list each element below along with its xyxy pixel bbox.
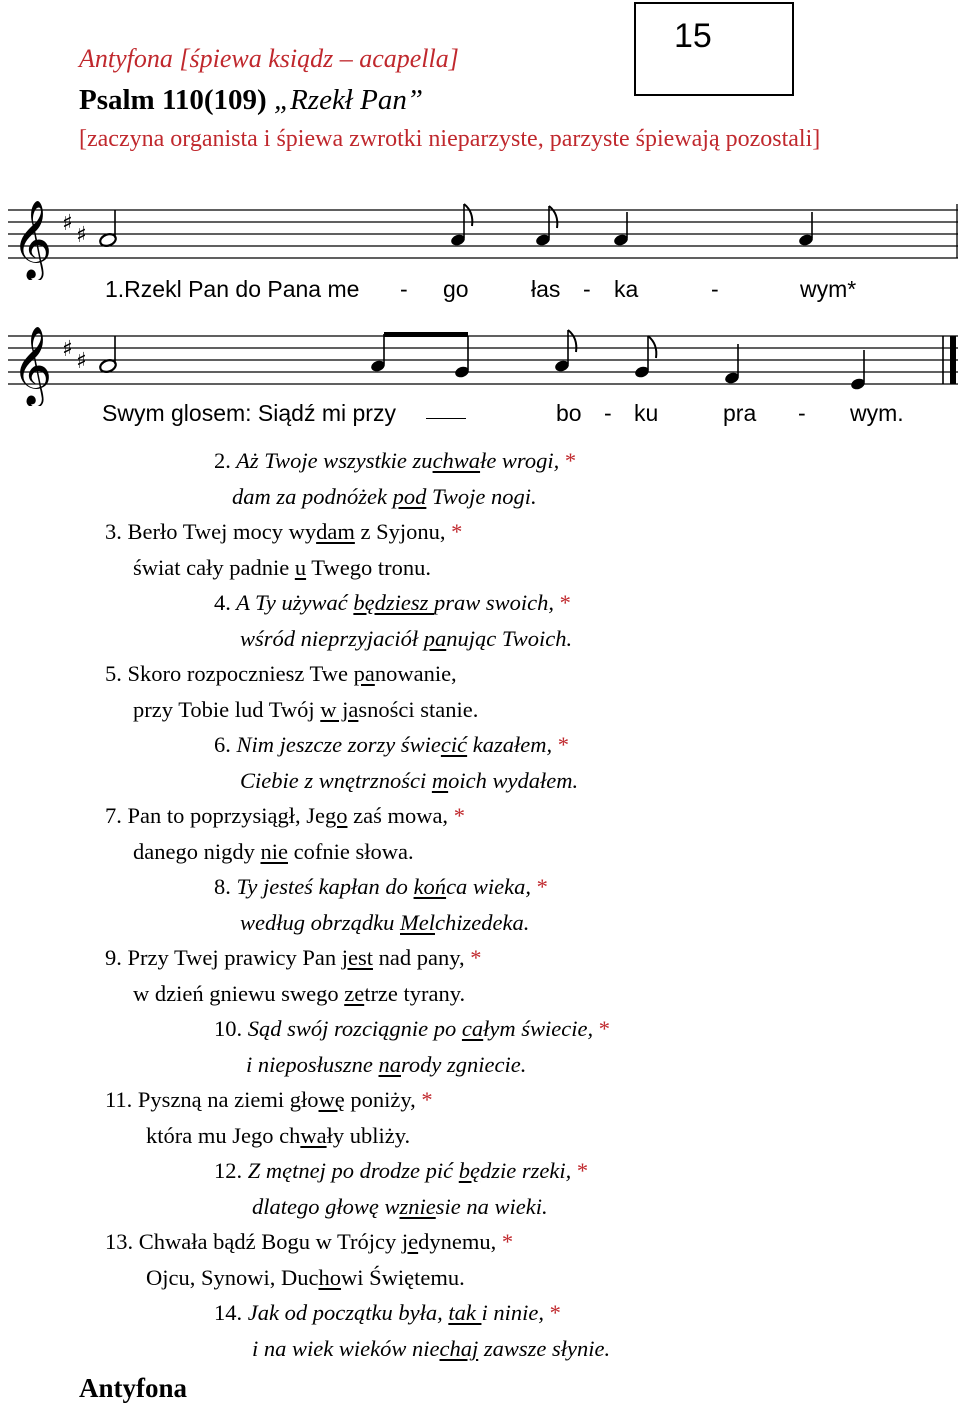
accent-syllable: bę (458, 1158, 481, 1183)
verse-text: ca wieka, (446, 874, 537, 899)
verse-text: danego nigdy (133, 839, 261, 864)
accent-syllable: w ja (320, 697, 359, 722)
asterisk-mark: * (470, 945, 482, 970)
verse-number: 14. (214, 1300, 243, 1325)
asterisk-mark: * (421, 1087, 433, 1112)
verse-v12-line-1 (214, 1158, 588, 1184)
verse-v9-line-2 (133, 981, 465, 1007)
antiphon-instruction: Antyfona [śpiewa ksiądz – acapella] (79, 44, 459, 73)
verse-number: 10. (214, 1016, 243, 1041)
verse-v14-line-1 (214, 1300, 561, 1326)
verse-v8-line-2 (240, 910, 529, 936)
accent-syllable: ca (461, 1016, 484, 1041)
verse-text: która mu Jego ch (146, 1123, 301, 1148)
verse-v2-line-2 (232, 484, 537, 510)
verse-text: wśród nieprzyjaciół (240, 626, 424, 651)
lyric-line-1 (105, 276, 359, 303)
sharp-icon: ♯ (76, 349, 87, 374)
verse-v4-line-1 (214, 590, 571, 616)
lyric-syllable: Swym glosem: Siądź mi przy (102, 400, 396, 426)
accent-syllable: m (431, 768, 449, 793)
verse-text: Twoje nogi. (426, 484, 537, 509)
verse-text: Berło Twej mocy wy (127, 519, 317, 544)
asterisk-mark: * (564, 448, 577, 473)
lyric-syllable: ka (614, 276, 639, 302)
verse-text: według obrządku (240, 910, 400, 935)
page-number-box (634, 2, 794, 96)
accent-syllable: tak (448, 1300, 482, 1325)
verse-v6-line-1 (214, 732, 569, 758)
verse-v5-line-1 (105, 661, 457, 687)
verse-text: cofnie słowa. (287, 839, 414, 864)
verse-text: zaś mowa, (347, 803, 454, 828)
verse-text: Ty jesteś kapłan do (236, 874, 414, 899)
verse-text: Pan to poprzysiągł, Je (127, 803, 325, 828)
lyric-syllable: ku (634, 400, 659, 426)
verse-number: 13. (105, 1229, 134, 1254)
verse-v11-line-2 (146, 1123, 410, 1149)
sharp-icon: ♯ (76, 223, 87, 248)
verse-text: A Ty używać (236, 590, 354, 615)
extender-line (426, 418, 466, 419)
verse-text: świat cały padnie (133, 555, 295, 580)
verse-text: łym świecie, (483, 1016, 599, 1041)
verse-v7-line-2 (133, 839, 414, 865)
verse-text: zawsze słynie. (478, 1336, 611, 1361)
accent-syllable: wę (318, 1087, 345, 1112)
verse-number: 9. (105, 945, 122, 970)
verse-v6-line-2 (240, 768, 578, 794)
verse-text: Pyszną na ziemi gło (137, 1087, 319, 1112)
verse-v10-line-2 (246, 1052, 526, 1078)
accent-syllable: będziesz (353, 590, 434, 615)
verse-text: Jak od początku była, (247, 1300, 449, 1325)
lyric-syllable: - (798, 400, 806, 426)
verse-v12-line-2 (252, 1194, 548, 1220)
verse-text: i na wiek wieków nie (252, 1336, 440, 1361)
verse-text: Z mętnej po drodze pić (247, 1158, 459, 1183)
verse-number: 8. (214, 874, 231, 899)
verse-v9-line-1 (105, 945, 481, 971)
verse-text: nad pany, (372, 945, 471, 970)
verse-text: wi Świętemu. (341, 1265, 465, 1290)
verse-text: praw swoich, (434, 590, 560, 615)
verse-text: poniży, (344, 1087, 422, 1112)
lyric-syllable: wym* (800, 276, 857, 302)
page-number: 15 (674, 17, 712, 55)
verse-text: łe wrogi, (480, 448, 565, 473)
verse-text: przy Tobie lud Twój (133, 697, 321, 722)
music-staff-1 (0, 190, 960, 280)
verse-v13-line-1 (105, 1229, 513, 1255)
singing-instruction: [zaczyna organista i śpiewa zwrotki nieparzyste, parzyste śpiewają pozostali] (79, 126, 821, 152)
verse-text: rody zgniecie. (401, 1052, 527, 1077)
closing-antiphon: Antyfona (79, 1373, 188, 1403)
lyric-syllable: go (443, 276, 469, 302)
verse-v8-line-1 (214, 874, 548, 900)
verse-text: sie na wieki. (435, 1194, 548, 1219)
verse-text: chizedeka. (434, 910, 530, 935)
verse-v11-line-1 (105, 1087, 433, 1113)
verse-v13-line-2 (146, 1265, 465, 1291)
verse-number: 12. (214, 1158, 243, 1183)
lyric-syllable: 1.Rzekl Pan do Pana me (105, 276, 360, 302)
verse-text: Twego tronu. (306, 555, 431, 580)
verse-text: Nim jeszcze zorzy świe (236, 732, 441, 757)
lyric-syllable: łas (531, 276, 561, 302)
lyric-syllable: - (400, 276, 408, 302)
lyric-syllable: pra (723, 400, 757, 426)
asterisk-mark: * (559, 590, 571, 615)
verse-v5-line-2 (133, 697, 478, 723)
verse-number: 6. (214, 732, 231, 757)
psalm-title (79, 84, 423, 117)
verse-v3-line-2 (133, 555, 431, 581)
treble-clef-icon: 𝄞 (12, 200, 53, 279)
lyric-syllable: bo (556, 400, 582, 426)
treble-clef-icon: 𝄞 (12, 326, 53, 405)
verse-text: Ciebie z wnętrzności (240, 768, 432, 793)
accent-syllable: ho (318, 1265, 341, 1290)
accent-syllable: koń (413, 874, 447, 899)
verse-text: Przy Twej prawicy Pan (127, 945, 342, 970)
accent-syllable: wa (300, 1123, 327, 1148)
verse-text: oich wydałem. (448, 768, 579, 793)
verse-text: kazałem, (467, 732, 558, 757)
lyric-syllable: wym. (850, 400, 904, 426)
lyric-syllable: - (583, 276, 591, 302)
asterisk-mark: * (598, 1016, 611, 1041)
verse-v10-line-1 (214, 1016, 610, 1042)
verse-text: nując Twoich. (446, 626, 573, 651)
psalm-number: Psalm 110(109) (79, 84, 274, 116)
accent-syllable: chaj (439, 1336, 479, 1361)
verse-text: Chwała bądź Bogu w Trójcy (138, 1229, 402, 1254)
accent-syllable: nie (260, 839, 288, 864)
asterisk-mark: * (453, 803, 465, 828)
verse-text: dynemu, (418, 1229, 502, 1254)
verse-number: 11. (105, 1087, 133, 1112)
accent-syllable: go (324, 803, 348, 828)
sharp-icon: ♯ (62, 337, 73, 362)
verse-number: 3. (105, 519, 122, 544)
asterisk-mark: * (576, 1158, 589, 1183)
verse-text: dam za podnóżek (232, 484, 393, 509)
asterisk-mark: * (451, 519, 463, 544)
verse-v3-line-1 (105, 519, 462, 545)
accent-syllable: pod (392, 484, 427, 509)
lyric-syllable: - (604, 400, 612, 426)
verse-text: Skoro rozpoczniesz Twe (127, 661, 354, 686)
verse-v14-line-2 (252, 1336, 610, 1362)
verse-text: dlatego głowę w (252, 1194, 400, 1219)
accent-syllable: znie (399, 1194, 436, 1219)
verse-text: Sąd swój rozciągnie po (247, 1016, 462, 1041)
accent-syllable: ze (344, 981, 365, 1006)
verse-text: z Syjonu, (354, 519, 452, 544)
verse-text: Aż Twoje wszystkie zu (236, 448, 433, 473)
verse-number: 5. (105, 661, 122, 686)
verse-text: sności stanie. (358, 697, 479, 722)
verse-v7-line-1 (105, 803, 465, 829)
sharp-icon: ♯ (62, 211, 73, 236)
accent-syllable: pa (353, 661, 375, 686)
accent-syllable: Mel (400, 910, 435, 935)
lyric-syllable: - (711, 276, 719, 302)
verse-number: 2. (214, 448, 231, 473)
asterisk-mark: * (549, 1300, 561, 1325)
accent-syllable: chwa (432, 448, 481, 473)
verse-text: trze tyrany. (364, 981, 466, 1006)
verse-text: i nieposłuszne (246, 1052, 379, 1077)
music-staff-2 (0, 316, 960, 406)
accent-syllable: pa (423, 626, 447, 651)
accent-syllable: u (294, 555, 307, 580)
accent-syllable: na (378, 1052, 401, 1077)
accent-syllable: dam (316, 519, 355, 544)
verse-v4-line-2 (240, 626, 572, 652)
psalm-name: „Rzekł Pan” (273, 84, 423, 116)
verse-number: 4. (214, 590, 231, 615)
verse-v2-line-1 (214, 448, 576, 474)
asterisk-mark: * (557, 732, 569, 757)
verse-number: 7. (105, 803, 122, 828)
accent-syllable: jest (341, 945, 373, 970)
asterisk-mark: * (501, 1229, 514, 1254)
verse-text: i ninie, (481, 1300, 550, 1325)
verse-text: w dzień gniewu swego (133, 981, 345, 1006)
verse-text: ły ubliży. (326, 1123, 411, 1148)
verse-text: nowanie, (374, 661, 457, 686)
accent-syllable: cić (440, 732, 468, 757)
accent-syllable: je (401, 1229, 419, 1254)
asterisk-mark: * (536, 874, 548, 899)
verse-text: dzie rzeki, (480, 1158, 577, 1183)
verse-text: Ojcu, Synowi, Duc (146, 1265, 319, 1290)
